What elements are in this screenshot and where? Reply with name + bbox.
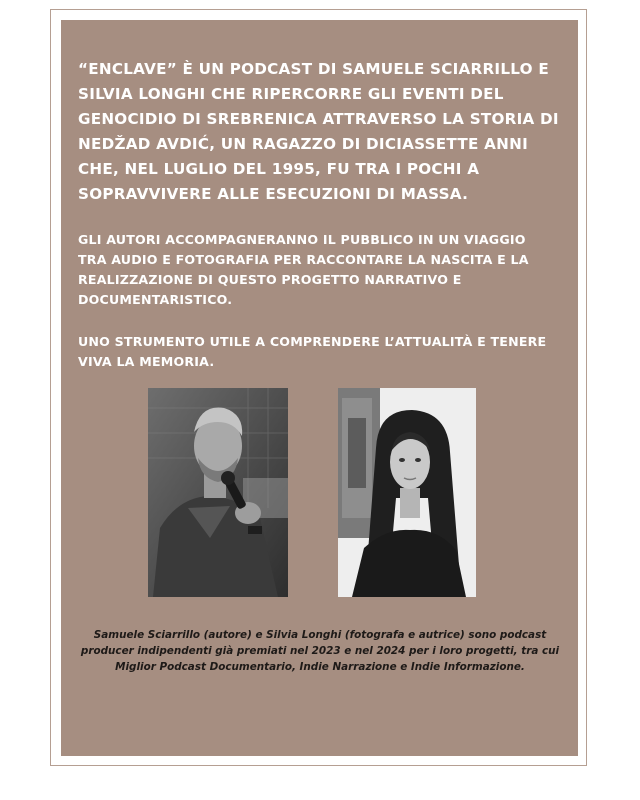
silvia-longhi-photo <box>338 388 476 597</box>
samuele-sciarrillo-photo <box>148 388 288 597</box>
tour-paragraph: GLI AUTORI ACCOMPAGNERANNO IL PUBBLICO IN UN VIAGGIO TRA AUDIO E FOTOGRAFIA PER RACCONTARE LA NASCITA E LA REALIZZAZIONE DI QUESTO PROGETTO NARRATIVO E DOCUMENTARISTICO. <box>78 232 529 307</box>
intro-paragraph: “ENCLAVE” È UN PODCAST DI SAMUELE SCIARRILLO E SILVIA LONGHI CHE RIPERCORRE GLI EVENTI DEL GENOCIDIO DI SREBRENICA ATTRAVERSO LA STORIA DI NEDŽAD AVDIĆ, UN RAGAZZO DI DICIASSETTE ANNI CHE, NEL LUGLIO DEL 1995, FU TRA I POCHI A SOPRAVVIVERE ALLE ESECUZIONI DI MASSA. <box>78 60 559 203</box>
memory-paragraph: UNO STRUMENTO UTILE A COMPRENDERE L’ATTUALITÀ E TENERE VIVA LA MEMORIA. <box>78 334 547 369</box>
authors-caption: Samuele Sciarrillo (autore) e Silvia Longhi (fotografa e autrice) sono podcast producer indipendenti già premiati nel 2023 e nel 2024 per i loro progetti, tra cui Miglior Podcast Documentario, Indie Narrazione e Indie Informazione. <box>80 629 560 673</box>
